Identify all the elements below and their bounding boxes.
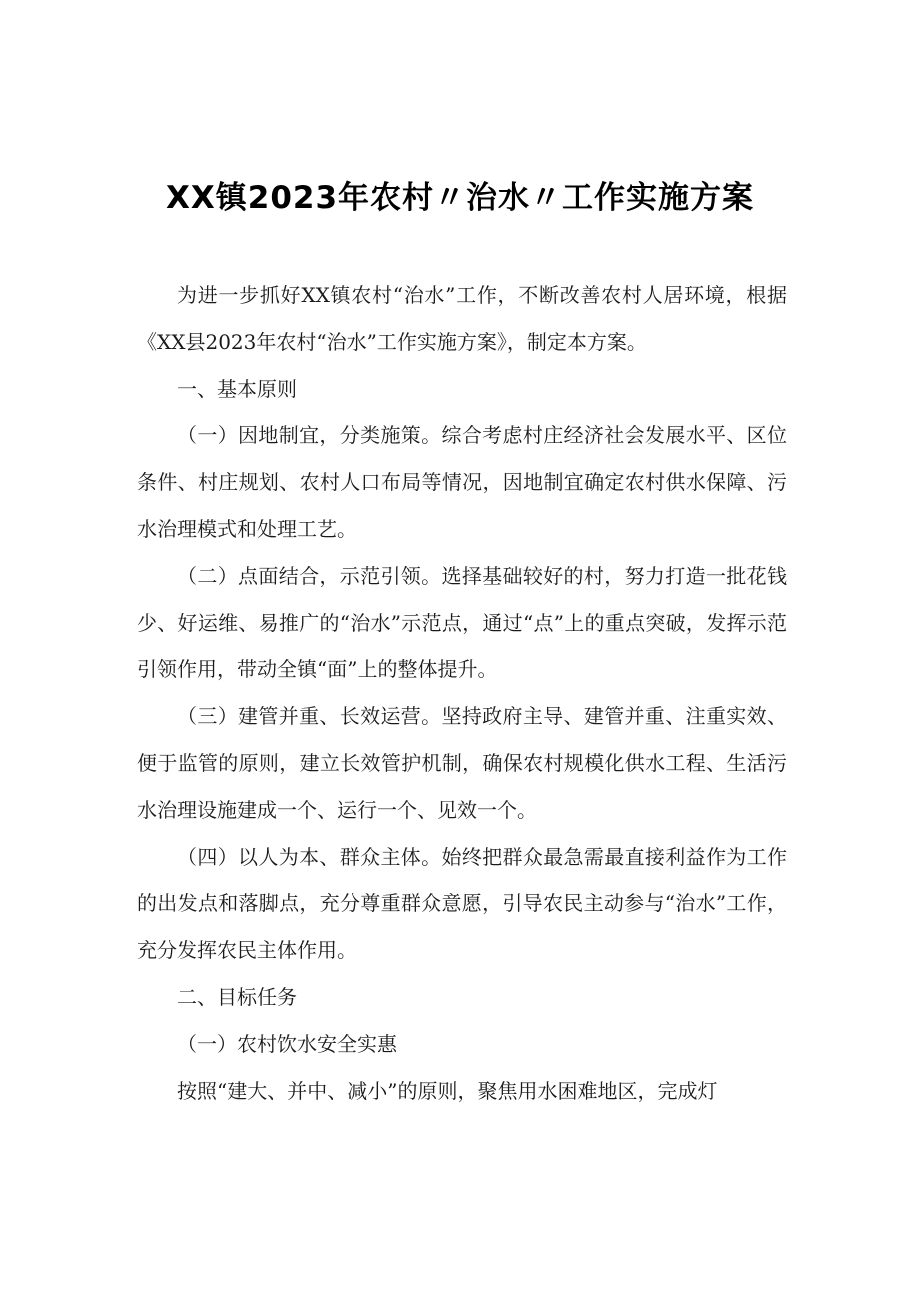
principle-paragraph-1: （一）因地制宜，分类施策。综合考虑村庄经济社会发展水平、区位条件、村庄规划、农村人口布局等情况，因地制宜确定农村供水保障、污水治理模式和处理工艺。	[137, 423, 787, 541]
principle-paragraph-3: （三）建管并重、长效运营。坚持政府主导、建管并重、注重实效、便于监管的原则，建立长效管护机制，确保农村规模化供水工程、生活污水治理设施建成一个、运行一个、见效一个。	[137, 704, 787, 822]
document-body	[137, 272, 787, 1114]
document-title: XX镇2023年农村〃治水〃工作实施方案	[165, 180, 755, 216]
subsection-heading-drinking-water: （一）农村饮水安全实惠	[177, 1031, 397, 1056]
intro-paragraph: 为进一步抓好XX镇农村“治水”工作，不断改善农村人居环境，根据《XX县2023年农村“治水”工作实施方案》，制定本方案。	[137, 283, 787, 354]
section-heading-targets: 二、目标任务	[177, 984, 297, 1009]
principle-paragraph-2: （二）点面结合，示范引领。选择基础较好的村，努力打造一批花钱少、好运维、易推广的“治水”示范点，通过“点”上的重点突破，发挥示范引领作用，带动全镇“面”上的整体提升。	[137, 563, 787, 682]
section-heading-principles: 一、基本原则	[177, 376, 297, 401]
drinking-water-paragraph: 按照“建大、并中、减小”的原则，聚焦用水困难地区，完成灯	[177, 1078, 718, 1103]
principle-paragraph-4: （四）以人为本、群众主体。始终把群众最急需最直接利益作为工作的出发点和落脚点，充分尊重群众意愿，引导农民主动参与“治水”工作，充分发挥农民主体作用。	[137, 844, 787, 963]
